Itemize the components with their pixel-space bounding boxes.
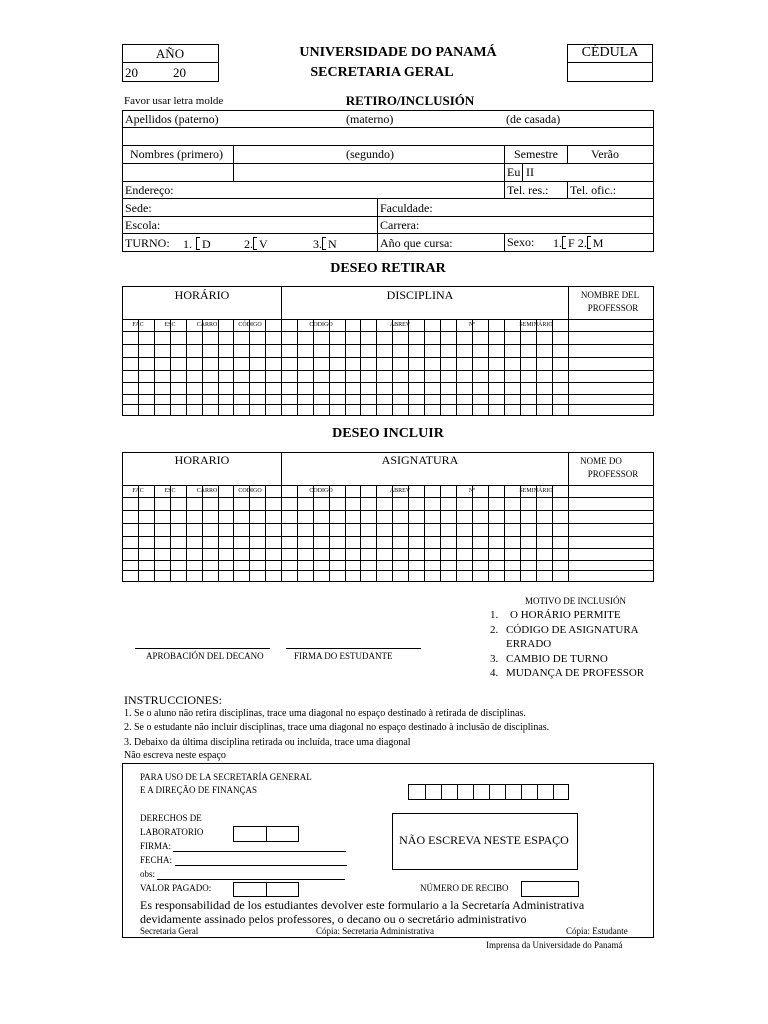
fecha-label: FECHA: [140,855,173,865]
grid-col-line [504,485,505,582]
grid-col-line [440,319,441,416]
materno-label: (materno) [346,112,394,126]
turno-label: TURNO: [125,236,170,250]
grid-section-line [281,452,282,582]
motivo-num: 1. [490,609,499,621]
col-line [377,198,378,252]
incluir-grid[interactable] [122,452,654,582]
grid-col-line [297,319,298,416]
sexo-1-text: F [568,236,575,250]
retirar-horario-header: HORÁRIO [174,288,230,302]
estudiante-signature-line[interactable] [286,648,421,649]
grid-col-line [360,319,361,416]
escola-label: Escola: [125,218,161,232]
turno-1-num: 1. [183,237,192,251]
incluir-codigo-2: CODIGO [309,488,333,494]
grid-col-line [472,485,473,582]
turno-option-n[interactable] [313,237,337,250]
cedula-divider [567,62,653,63]
derechos-1: DERECHOS DE [140,813,202,823]
grid-col-line [360,485,361,582]
obs-label: obs: [140,869,156,879]
grid-col-line [408,319,409,416]
grid-col-line [488,485,489,582]
sede-label: Sede: [125,201,152,215]
numero-recibo-box[interactable] [521,881,579,897]
col-line [504,145,505,199]
favor-text: Favor usar letra molde [124,95,224,107]
decano-signature-line[interactable] [135,648,270,649]
incluir-esc: ESC [164,488,176,494]
tel-ofic-label: Tel. ofic.: [570,183,617,197]
incluir-prof-header-2: PROFESSOR [587,469,639,479]
retirar-title: DESEO RETIRAR [330,261,446,276]
col-line [522,163,523,181]
cedula-label: CÉDULA [581,45,639,60]
grid-col-line [440,485,441,582]
sexo-label: Sexo: [507,235,535,249]
grid-col-line [376,485,377,582]
apellidos-paterno-label: Apellidos (paterno) [125,112,219,126]
semestre-ii[interactable]: II [526,165,534,179]
grid-col-line [233,485,234,582]
grid-section-line [281,286,282,416]
row-line [122,163,654,164]
grid-col-line [329,485,330,582]
grid-col-line [170,485,171,582]
incluir-asignatura-header: ASIGNATURA [381,453,459,467]
checkbox-icon[interactable] [253,237,257,250]
grid-col-line [504,319,505,416]
grid-col-line [202,319,203,416]
retirar-carr: CARRO [196,322,218,328]
retirar-disciplina-header: DISCIPLINA [386,288,454,302]
grid-col-line [154,319,155,416]
grid-col-line [297,485,298,582]
grid-col-line [408,485,409,582]
incluir-fac: FAC [132,488,144,494]
faculdade-label: Faculdade: [380,201,433,215]
grid-col-line [233,319,234,416]
grid-col-line [249,319,250,416]
motivo-text: MUDANÇA DE PROFESSOR [506,667,645,679]
motivo-num: 3. [490,653,499,665]
grid-col-line [313,485,314,582]
ano-divider [122,62,219,63]
secretaria-name: SECRETARIA GERAL [310,65,454,80]
turno-3-text: N [328,237,337,251]
nao-escreva-label: NÃO ESCREVA NESTE ESPAÇO [399,833,569,847]
valor-pagado-label: VALOR PAGADO: [140,883,212,893]
sexo-2-text: M [592,236,604,250]
derechos-2: LABORATORIO [140,827,204,837]
grid-section-line [568,452,569,582]
turno-option-d[interactable] [183,237,211,250]
retirar-prof-header-2: PROFESSOR [587,303,639,313]
sexo-1-num: 1. [553,236,562,250]
lab-fee-divider [266,826,267,842]
grid-col-line [218,485,219,582]
incluir-carr: CARRO [196,488,218,494]
checkbox-icon[interactable] [562,236,566,249]
incluir-title: DESEO INCLUIR [332,426,444,441]
numero-recibo-label: NÚMERO DE RECIBO [420,883,509,893]
instruction-line-4: Não escreva neste espaço [124,750,226,761]
grid-section-line [568,286,569,416]
ano-value-1[interactable]: 20 [125,65,138,80]
office-code-boxes[interactable] [408,784,569,800]
segundo-label: (segundo) [346,147,394,161]
checkbox-icon[interactable] [322,237,326,250]
fecha-line[interactable] [175,865,347,866]
office-code-cell-divider [537,785,538,799]
row-line [122,198,654,199]
motivo-text: CÓDIGO DE ASIGNATURA [506,624,639,636]
office-code-cell-divider [489,785,490,799]
grid-col-line [345,319,346,416]
motivo-title: MOTIVO DE INCLUSIÓN [525,596,626,606]
office-code-cell-divider [425,785,426,799]
grid-col-line [218,319,219,416]
retirar-fac: FAC [132,322,144,328]
ano-label: AÑO [155,46,185,61]
incluir-horario-header: HORARIO [174,453,230,467]
nombres-primero-label: Nombres (primero) [130,147,223,161]
grid-col-line [376,319,377,416]
grid-col-line [186,485,187,582]
turno-3-num: 3. [313,237,322,251]
checkbox-icon[interactable] [196,237,200,250]
estudiante-label: FIRMA DO ESTUDANTE [294,651,393,661]
row-line [122,127,654,128]
motivo-text: O HORÁRIO PERMITE [510,609,621,621]
grid-col-line [345,485,346,582]
incluir-prof-header-1: NOME DO [580,456,622,466]
university-name: UNIVERSIDADE DO PANAMÁ [299,45,497,60]
incluir-n: Nº [468,488,476,494]
grid-col-line [520,485,521,582]
turno-2-num: 2. [244,237,253,251]
row-line [122,181,654,182]
grid-col-line [249,485,250,582]
office-code-cell-divider [441,785,442,799]
motivo-item-3 [490,654,608,665]
retirar-prof-header-1: NOMBRE DEL [580,290,640,300]
grid-col-line [138,319,139,416]
semestre-label: Semestre [514,147,558,161]
motivo-text: ERRADO [506,638,552,650]
grid-col-line [552,319,553,416]
row-line [122,216,654,217]
motivo-item-4 [490,668,644,679]
turno-2-text: V [259,237,268,251]
copy-estudiante: Cópia: Estudante [566,926,628,936]
grid-col-line [392,319,393,416]
grid-col-line [456,319,457,416]
responsabilidad-line-2: devidamente assinado pelos professores, o decano ou o secretário administrativo [140,912,527,926]
sexo-options[interactable] [553,236,603,249]
firma-label: FIRMA: [140,841,172,851]
semestre-eu[interactable]: Eu [507,165,521,179]
grid-col-line [424,319,425,416]
retirar-n: Nº [468,322,476,328]
instruction-line-1: 1. Se o aluno não retira disciplinas, trace uma diagonal no espaço destinado à retirada de disciplinas. [124,708,526,719]
grid-col-line [202,485,203,582]
retirar-codigo-1: CÓDIGO [238,322,262,328]
grid-col-line [392,485,393,582]
instruction-line-2: 2. Se o estudante não incluir disciplinas, trace uma diagonal no espaço destinado à inclusão de disciplinas. [124,722,550,733]
motivo-item-1 [490,610,621,621]
turno-1-text: D [202,237,211,251]
office-code-cell-divider [505,785,506,799]
row-line [122,233,654,234]
retirar-codigo-2: CODIGO [309,322,333,328]
motivo-item-2b [490,639,551,650]
carrera-label: Carrera: [380,218,420,232]
office-code-cell-divider [473,785,474,799]
tel-res-label: Tel. res.: [507,183,549,197]
col-line [504,233,505,252]
instruction-line-3: 3. Debaixo da última disciplina retirada ou incluída, trace uma diagonal [124,737,411,748]
office-code-cell-divider [457,785,458,799]
grid-col-line [488,319,489,416]
checkbox-icon[interactable] [587,236,591,249]
grid-col-line [265,485,266,582]
retirar-seminario: SEMINÁRIO [519,322,553,328]
form-title: RETIRO/INCLUSIÓN [345,93,475,108]
motivo-num: 4. [490,667,499,679]
office-code-cell-divider [521,785,522,799]
grid-col-line [329,319,330,416]
para-uso-2: E A DIREÇÃO DE FINANÇAS [140,785,258,795]
incluir-abrev: ABREV [389,488,411,494]
imprenta-label: Imprensa da Universidade do Panamá [486,940,623,950]
valor-pagado-divider [266,882,267,897]
firma-line[interactable] [173,851,346,852]
obs-line[interactable] [157,879,345,880]
grid-col-line [472,319,473,416]
row-line [122,145,654,146]
incluir-seminario: SEMINÁRIO [519,488,553,494]
decano-label: APROBACIÓN DEL DECANO [146,651,264,661]
copy-secretaria-administrativa: Cópia: Secretaria Administrativa [316,926,434,936]
grid-col-line [154,485,155,582]
grid-col-line [265,319,266,416]
verao-label: Verão [591,147,619,161]
col-line [567,181,568,199]
motivo-item-2 [490,625,639,636]
ano-value-2[interactable]: 20 [173,65,186,80]
para-uso-1: PARA USO DE LA SECRETARÍA GENERAL [140,772,312,782]
endereco-label: Endereço: [125,183,174,197]
motivo-text: CAMBIO DE TURNO [506,653,608,665]
retirar-esc: ESC [164,322,176,328]
motivo-num: 2. [490,624,499,636]
copy-secretaria-geral: Secretaria Geral [140,926,199,936]
de-casada-label: (de casada) [506,112,561,126]
instructions-title: INSTRUCCIONES: [124,693,223,707]
retirar-grid[interactable] [122,286,654,416]
grid-col-line [313,319,314,416]
grid-col-line [520,319,521,416]
grid-col-line [536,485,537,582]
grid-col-line [552,485,553,582]
sexo-2-num: 2. [577,236,587,250]
grid-col-line [536,319,537,416]
grid-col-line [170,319,171,416]
grid-col-line [456,485,457,582]
responsabilidad-line-1: Es responsabilidad de los estudiantes devolver este formulario a la Secretaría Administrativa [140,898,585,912]
grid-col-line [138,485,139,582]
turno-option-v[interactable] [244,237,268,250]
col-line [567,145,568,163]
ano-cursa-label: Año que cursa: [380,236,453,250]
grid-col-line [424,485,425,582]
col-line [233,145,234,181]
office-code-cell-divider [553,785,554,799]
grid-col-line [186,319,187,416]
incluir-codigo-1: CODIGO [238,488,262,494]
retirar-abrev: ABREV [389,322,411,328]
